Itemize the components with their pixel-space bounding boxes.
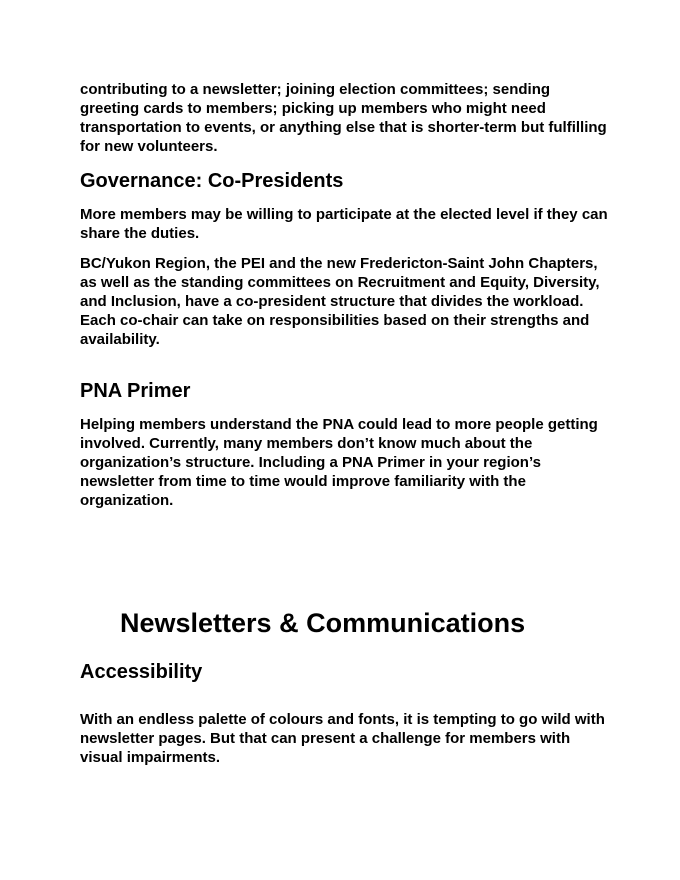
accessibility-heading: Accessibility [80,661,203,683]
pna-primer-heading: PNA Primer [80,380,191,402]
section-title: Newsletters & Communications [120,608,526,638]
pna-primer-paragraph: Helping members understand the PNA could lead to more people getting involved. Currently, many members don’t know much about the organization’s structure. Including a PNA Primer in your region’s newsletter from time to time would improve familiarity with the organization. [80,416,598,509]
accessibility-paragraph: With an endless palette of colours and fonts, it is tempting to go wild with newsletter pages. But that can present a challenge for members with visual impairments. [80,711,605,766]
governance-paragraph-1: More members may be willing to participate at the elected level if they can share the duties. [80,206,608,242]
governance-paragraph-2: BC/Yukon Region, the PEI and the new Fredericton-Saint John Chapters, as well as the standing committees on Recruitment and Equity, Diversity, and Inclusion, have a co-president structure that divides the workload. Each co-chair can take on responsibilities based on their strengths and availability. [80,255,600,348]
intro-paragraph: contributing to a newsletter; joining election committees; sending greeting cards to members; picking up members who might need transportation to events, or anything else that is shorter-term but fulfilling for new volunteers. [80,81,607,155]
governance-heading: Governance: Co-Presidents [80,170,344,192]
